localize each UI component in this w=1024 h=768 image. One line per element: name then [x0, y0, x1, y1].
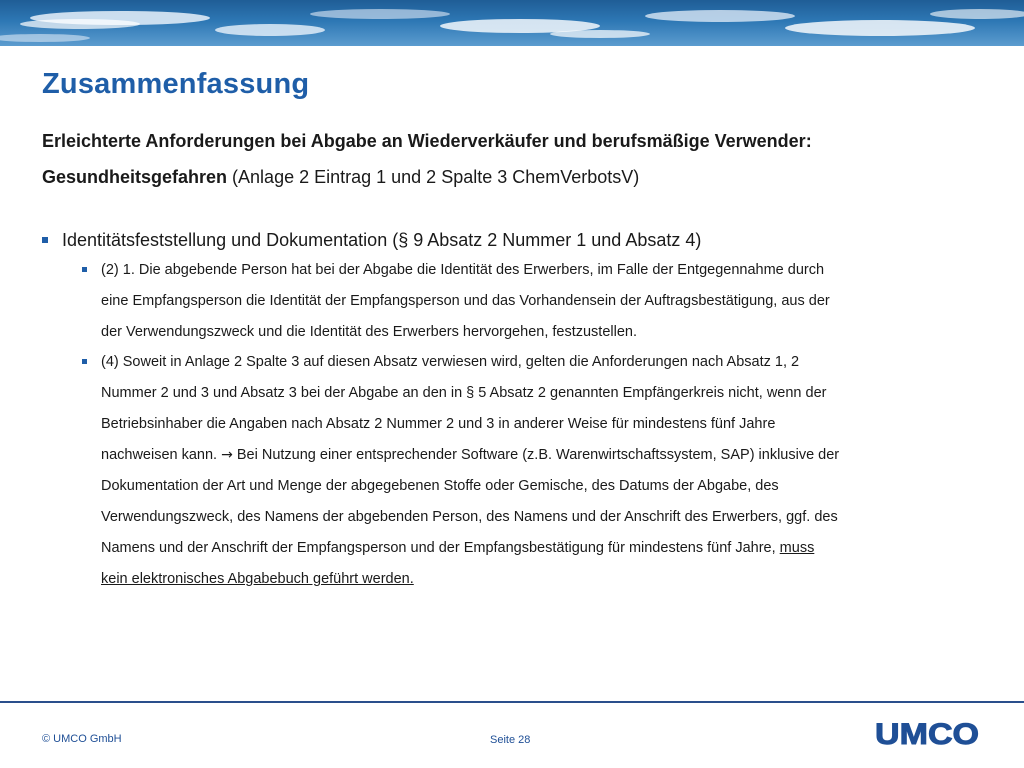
text-line — [101, 533, 981, 564]
sub-bullet-text — [101, 347, 981, 595]
underlined-text: muss — [779, 540, 815, 556]
subheading: Erleichterte Anforderungen bei Abgabe an Wiederverkäufer und berufsmäßige Verwender: — [42, 131, 812, 151]
footer-copyright: © UMCO GmbH — [42, 733, 122, 745]
bullet-main-text: Identitätsfeststellung und Dokumentation (§ 9 Absatz 2 Nummer 1 und Absatz 4) — [62, 230, 702, 250]
arrow-right-icon: → — [221, 447, 233, 463]
square-bullet-icon — [42, 237, 48, 243]
hazard-line — [42, 167, 639, 188]
text-line — [101, 440, 981, 471]
text-line: (2) 1. Die abgebende Person hat bei der Abgabe die Identität des Erwerbers, im Falle der Entgegennahme durch — [101, 262, 825, 278]
underlined-text-line: kein elektronisches Abgabebuch geführt werden. — [101, 571, 414, 587]
text-line: (4) Soweit in Anlage 2 Spalte 3 auf diesen Absatz verwiesen wird, gelten die Anforderungen nach Absatz 1, 2 — [101, 354, 800, 370]
text-line: Betriebsinhaber die Angaben nach Absatz 2 Nummer 2 und 3 in anderer Weise für mindestens fünf Jahre — [101, 416, 776, 432]
text-line: der Verwendungszweck und die Identität des Erwerbers hervorgehen, festzustellen. — [101, 324, 638, 340]
cloud-decoration — [0, 0, 1024, 46]
page-title: Zusammenfassung — [42, 68, 310, 100]
text-line: Dokumentation der Art und Menge der abgegebenen Stoffe oder Gemische, des Datums der Abgabe, des — [101, 478, 779, 494]
page-number: Seite 28 — [490, 734, 531, 746]
text-line: Nummer 2 und 3 und Absatz 3 bei der Abgabe an den in § 5 Absatz 2 genannten Empfängerkreis nicht, wenn der — [101, 385, 827, 401]
sky-banner — [0, 0, 1024, 46]
text-segment: nachweisen kann. — [101, 447, 222, 463]
logo-wordmark: UMCO — [875, 718, 979, 749]
text-segment: Bei Nutzung einer entsprechender Software (z.B. Warenwirtschaftssystem, SAP) inklusive der — [232, 447, 840, 463]
square-bullet-icon — [82, 359, 87, 364]
hazard-bold: Gesundheitsgefahren — [42, 167, 228, 187]
square-bullet-icon — [82, 267, 87, 272]
text-line: Verwendungszweck, des Namens der abgebenden Person, des Namens und der Anschrift des Erwerbers, ggf. des — [101, 509, 838, 525]
umco-logo — [873, 717, 983, 749]
hazard-rest: (Anlage 2 Eintrag 1 und 2 Spalte 3 ChemVerbotsV) — [227, 167, 640, 187]
text-segment: Namens und der Anschrift der Empfangsperson und der Empfangsbestätigung für mindestens fünf Jahre, — [101, 540, 780, 556]
sub-bullet-text — [101, 255, 981, 348]
footer-divider — [0, 701, 1024, 703]
text-line: eine Empfangsperson die Identität der Empfangsperson und das Vorhandensein der Auftragsbestätigung, aus der — [101, 293, 830, 309]
